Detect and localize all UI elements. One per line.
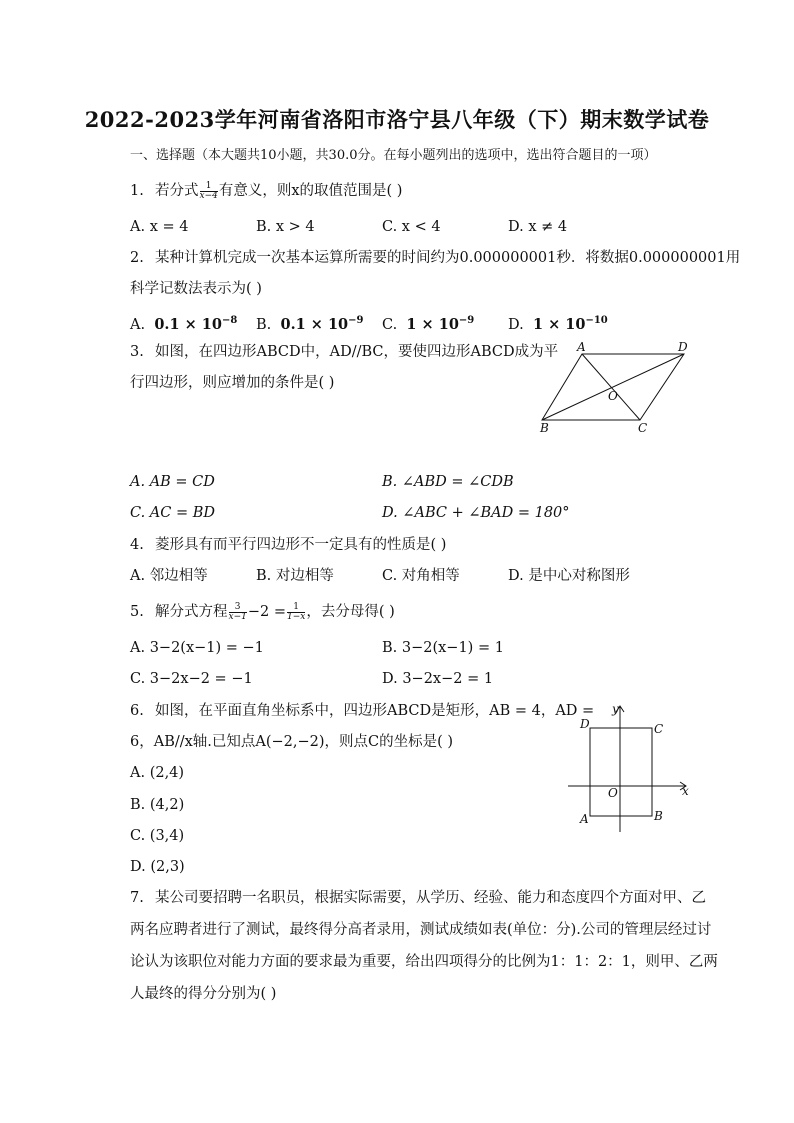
label-b: B	[540, 421, 549, 434]
question-1	[130, 181, 402, 201]
question-number: 6.	[130, 703, 144, 719]
label-o: O	[608, 389, 618, 403]
q4-option-d: D. 是中心对称图形	[508, 568, 630, 584]
q6-option-d: D. (2,3)	[130, 859, 185, 875]
question-6	[130, 701, 594, 721]
q3-option-c: C. AC = BD	[130, 505, 216, 521]
question-number: 3.	[130, 344, 144, 360]
q2-option-b	[256, 311, 363, 335]
diagonal-bd	[542, 354, 684, 420]
section-heading: 一、选择题（本大题共10小题，共30.0分。在每小题列出的选项中，选出符合题目的一项）	[130, 148, 657, 163]
label-y: y	[612, 702, 619, 716]
option-exponent: −10	[585, 315, 608, 326]
question-4	[130, 535, 446, 555]
label-c: C	[638, 421, 648, 434]
question-number: 1.	[130, 183, 144, 199]
q5-option-a: A. 3−2(x−1) = −1	[130, 640, 264, 656]
diagonal-ac	[582, 354, 640, 420]
label-d: D	[678, 340, 688, 354]
parallelogram-figure	[536, 340, 700, 434]
q5-frac2-numerator: 1	[287, 603, 305, 613]
q4-option-a: A. 邻边相等	[130, 568, 208, 584]
label-x: x	[682, 784, 689, 798]
q6-line1: 如图，在平面直角坐标系中，四边形ABCD是矩形，AB = 4，AD =	[155, 703, 595, 719]
q3-option-b: B. ∠ABD = ∠CDB	[382, 474, 514, 490]
q1-frac-numerator: 1	[200, 182, 218, 192]
q3-option-a: A. AB = CD	[130, 474, 215, 490]
option-exponent: −9	[458, 315, 475, 326]
q1-prefix: 若分式	[155, 183, 199, 199]
q5-option-d: D. 3−2x−2 = 1	[382, 671, 494, 687]
q1-suffix: 有意义，则x的取值范围是( )	[218, 183, 403, 199]
question-number: 2.	[130, 250, 144, 266]
q6-option-c: C. (3,4)	[130, 828, 185, 844]
q6-line2: 6，AB//x轴.已知点A(−2,−2)，则点C的坐标是( )	[130, 734, 454, 750]
q5-prefix: 解分式方程	[155, 604, 228, 620]
question-5	[130, 602, 395, 622]
question-number: 4.	[130, 537, 144, 553]
option-label: A.	[130, 316, 146, 333]
option-base: 1 × 10	[406, 315, 459, 333]
option-base: 1 × 10	[532, 315, 586, 333]
q7-line1: 某公司要招聘一名职员，根据实际需要，从学历、经验、能力和态度四个方面对甲、乙	[155, 890, 706, 906]
q5-fraction-2	[287, 603, 305, 622]
q2-line1: 某种计算机完成一次基本运算所需要的时间约为0.000000001秒．将数据0.000000001用	[155, 250, 741, 266]
q3-option-d: D. ∠ABC + ∠BAD = 180°	[382, 505, 570, 521]
q1-fraction	[200, 182, 218, 201]
q3-line2: 行四边形，则应增加的条件是( )	[130, 375, 335, 391]
label-o: O	[608, 786, 618, 800]
label-c: C	[654, 722, 664, 736]
q2-line2: 科学记数法表示为( )	[130, 281, 262, 297]
question-3	[130, 342, 558, 362]
q7-line3: 论认为该职位对能力方面的要求最为重要，给出四项得分的比例为1：1：2：1，则甲、乙两	[130, 954, 718, 970]
option-base: 0.1 × 10	[280, 315, 349, 333]
question-number: 5.	[130, 604, 144, 620]
q6-option-a: A. (2,4)	[130, 765, 185, 781]
q5-option-c: C. 3−2x−2 = −1	[130, 671, 253, 687]
option-label: C.	[382, 316, 398, 333]
rectangle-abcd	[590, 728, 652, 816]
label-d: D	[580, 717, 590, 731]
q5-frac2-denominator: 1−x	[286, 611, 306, 622]
q4-text: 菱形具有而平行四边形不一定具有的性质是( )	[155, 537, 447, 553]
q5-fraction-1	[229, 603, 247, 622]
label-b: B	[654, 809, 663, 823]
q5-suffix: ，去分母得( )	[306, 604, 395, 620]
option-base: 0.1 × 10	[154, 315, 222, 333]
q1-frac-denominator: x−4	[199, 190, 218, 201]
question-2	[130, 248, 740, 268]
option-exponent: −9	[348, 315, 364, 326]
q4-option-c: C. 对角相等	[382, 568, 460, 584]
q7-line2: 两名应聘者进行了测试，最终得分高者录用，测试成绩如表(单位：分).公司的管理层经过讨	[130, 922, 712, 938]
q4-option-b: B. 对边相等	[256, 568, 334, 584]
exam-title: 2022-2023学年河南省洛阳市洛宁县八年级（下）期末数学试卷	[84, 107, 710, 132]
q1-option-d: D. x ≠ 4	[508, 219, 568, 235]
q5-frac1-numerator: 3	[229, 603, 247, 613]
q3-line1: 如图，在四边形ABCD中，AD//BC，要使四边形ABCD成为平	[155, 344, 559, 360]
q5-middle: −2 =	[247, 604, 286, 620]
label-a: A	[580, 812, 589, 826]
q7-line4: 人最终的得分分别为( )	[130, 986, 277, 1002]
question-7	[130, 888, 706, 908]
coordinate-figure	[564, 700, 694, 834]
label-a: A	[577, 340, 586, 354]
option-exponent: −8	[221, 315, 238, 326]
q2-option-d	[508, 311, 608, 335]
q1-option-c: C. x < 4	[382, 219, 441, 235]
option-label: D.	[508, 316, 524, 333]
q2-option-a	[130, 311, 237, 335]
q1-option-a: A. x = 4	[130, 219, 189, 235]
q1-option-b: B. x > 4	[256, 219, 315, 235]
q5-frac1-denominator: x−1	[228, 611, 247, 622]
question-number: 7.	[130, 890, 144, 906]
option-label: B.	[256, 316, 272, 333]
q5-option-b: B. 3−2(x−1) = 1	[382, 640, 504, 656]
q6-option-b: B. (4,2)	[130, 797, 185, 813]
q2-option-c	[382, 311, 474, 335]
